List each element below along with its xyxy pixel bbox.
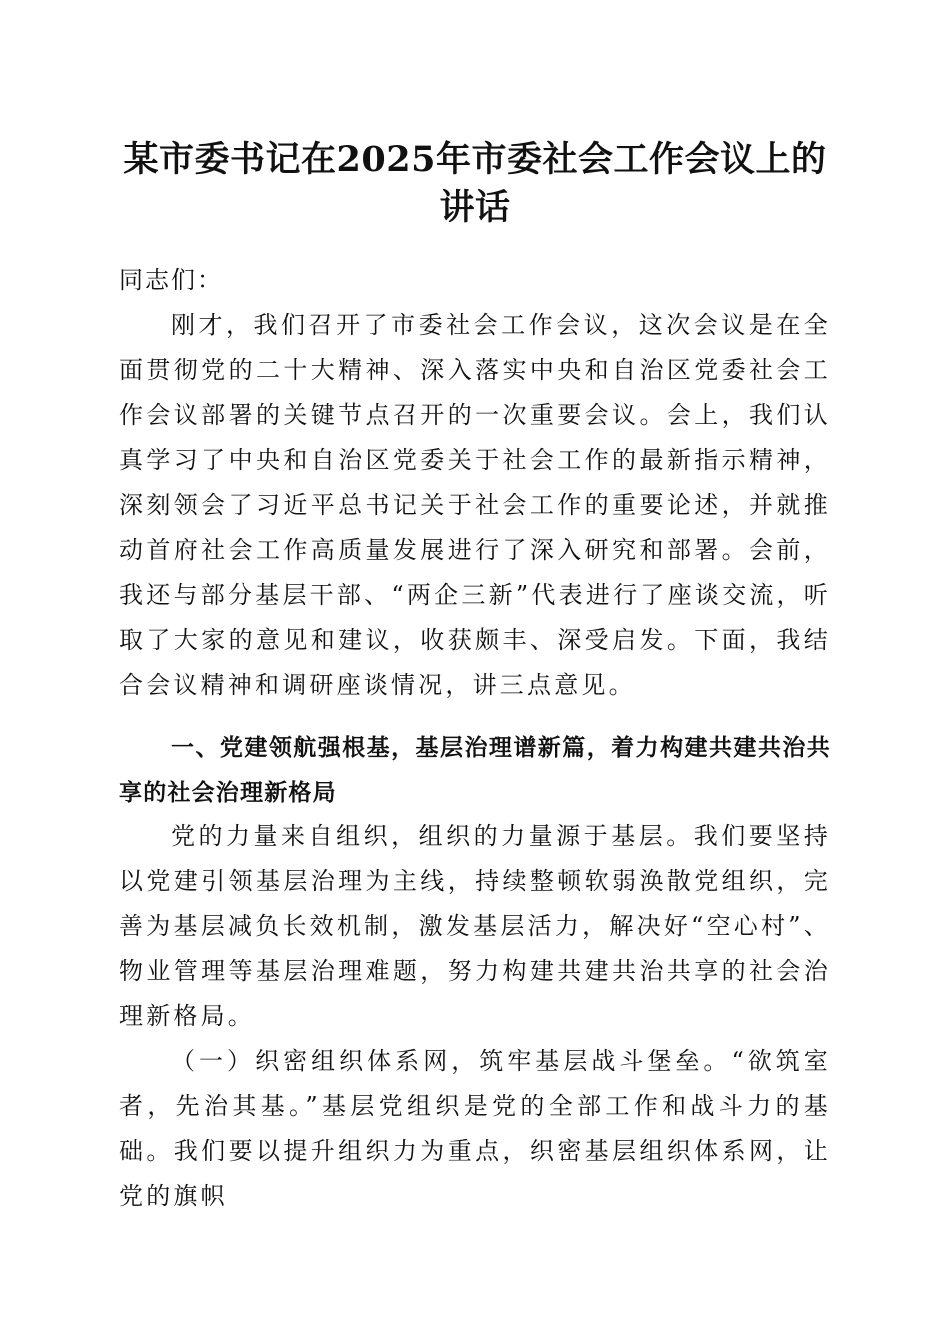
document-title-line-2: 讲话	[439, 187, 511, 228]
intro-paragraph: 刚才，我们召开了市委社会工作会议，这次会议是在全面贯彻党的二十大精神、深入落实中央和自治区党委社会工作会议部署的关键节点召开的一次重要会议。会上，我们认真学习了中央和自治区党委关于社会工作的最新指示精神，深刻领会了习近平总书记关于社会工作的重要论述，并就推动首府社会工作高质量发展进行了深入研究和部署。会前，我还与部分基层干部、“两企三新”代表进行了座谈交流，听取了大家的意见和建议，收获颇丰、深受启发。下面，我结合会议精神和调研座谈情况，讲三点意见。	[119, 311, 831, 699]
salutation: 同志们：	[119, 266, 223, 294]
subsection-1-paragraph: （一）织密组织体系网，筑牢基层战斗堡垒。“欲筑室者，先治其基。”基层党组织是党的全部工作和战斗力的基础。我们要以提升组织力为重点，织密基层组织体系网，让党的旗帜	[119, 1047, 831, 1210]
section-heading-1: 一、党建领航强根基，基层治理谱新篇，着力构建共建共治共享的社会治理新格局	[119, 735, 831, 806]
section-1-paragraph: 党的力量来自组织，组织的力量源于基层。我们要坚持以党建引领基层治理为主线，持续整顿软弱涣散党组织，完善为基层减负长效机制，激发基层活力，解决好“空心村”、物业管理等基层治理难题，努力构建共建共治共享的社会治理新格局。	[119, 822, 831, 1030]
document-title-line-1: 某市委书记在2025年市委社会工作会议上的	[123, 139, 827, 180]
